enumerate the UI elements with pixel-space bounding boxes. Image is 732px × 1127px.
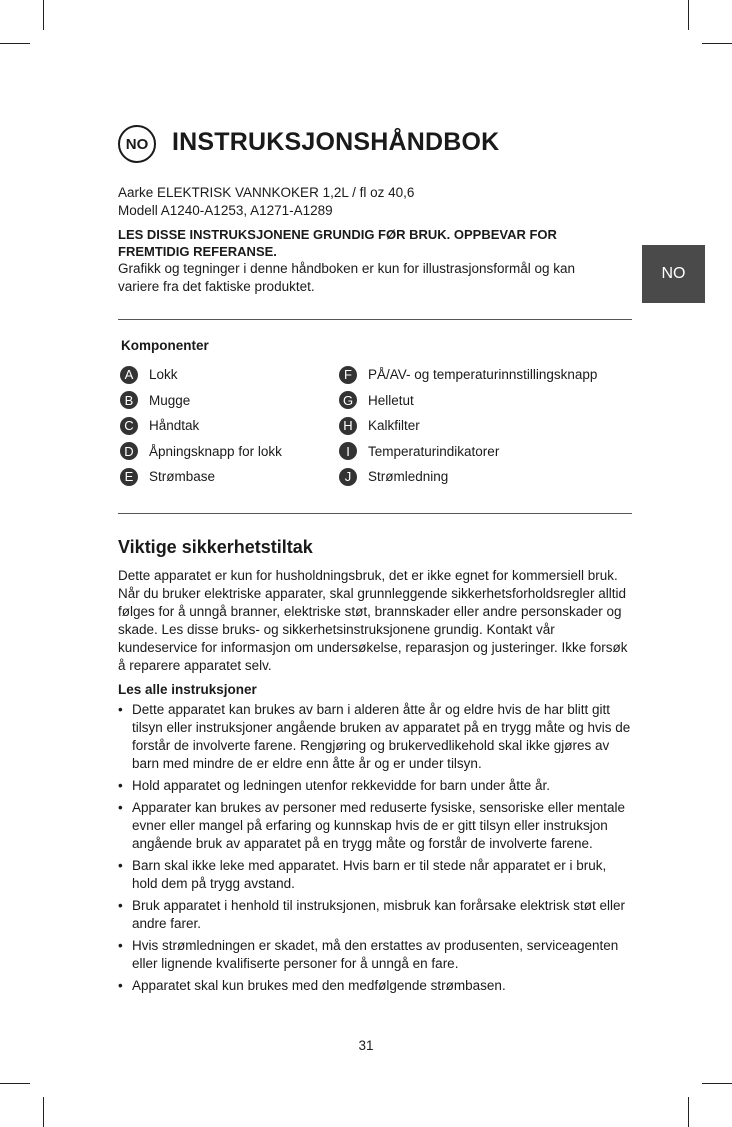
component-item [120,464,282,490]
page-number: 31 [358,1038,374,1053]
list-item [118,701,632,773]
list-item [118,799,632,853]
component-letter: C [120,417,138,435]
language-badge: NO [118,125,156,163]
bullet-icon: • [118,898,123,913]
divider [118,513,632,514]
list-item-text: Barn skal ikke leke med apparatet. Hvis barn er til stede når apparatet er i bruk, hold dem på trygg avstand. [132,858,607,891]
crop-mark [0,43,30,44]
component-letter: F [339,366,357,384]
component-label: Strømledning [368,469,449,485]
bullet-icon: • [118,702,123,717]
bullet-icon: • [118,938,123,953]
component-letter: J [339,468,357,486]
component-label: Åpningsknapp for lokk [149,443,282,459]
instructions-subheading: Les alle instruksjoner [118,682,257,697]
list-item-text: Dette apparatet kan brukes av barn i alderen åtte år og eldre hvis de har blitt gitt tilsyn eller instruksjoner angående bruken av apparatet på en trygg måte og hvis de forstår de involverte farene. Rengjøring og brukervedlikehold skal ikke gjøres av barn med mindre de er eldre enn åtte år og er under tilsyn. [132,702,631,771]
component-label: Mugge [149,392,191,408]
component-letter: H [339,417,357,435]
safety-intro: Dette apparatet er kun for husholdningsbruk, det er ikke egnet for kommersiell bruk. Når du bruker elektriske apparater, skal grunnleggende sikkerhetsforholdsregler alltid følges for å unngå branner, elektriske støt, brannskader eller andre personskader og skade. Les disse bruks- og sikkerhetsinstruksjonene grundig. Kontakt vår kundeservice for informasjon om undersøkelse, reparasjon og justeringer. Ikke forsøk å reparere apparatet selv. [118,568,628,673]
language-side-tab: NO [642,245,705,303]
component-letter: D [120,442,138,460]
component-label: Strømbase [149,469,216,485]
page-title: INSTRUKSJONSHÅNDBOK [172,128,500,156]
component-item [339,439,597,465]
list-item-text: Apparater kan brukes av personer med reduserte fysiske, sensoriske eller mentale evner eller mangel på erfaring og kunnskap hvis de er gitt tilsyn eller instruksjon angående bruk av apparatet på en trygg måte og forstår de involverte farene. [132,800,625,851]
list-item [118,777,632,795]
bullet-icon: • [118,858,123,873]
crop-mark [702,43,732,44]
crop-mark [688,1097,689,1127]
components-list-right [339,362,597,490]
components-heading: Komponenter [121,338,209,353]
components-list-left [120,362,282,490]
component-item [120,439,282,465]
list-item-text: Hvis strømledningen er skadet, må den erstattes av produsenten, serviceagenten eller lignende kvalifiserte personer for å unngå en fare. [132,938,619,971]
component-label: Lokk [149,367,178,383]
bullet-icon: • [118,800,123,815]
list-item-text: Apparatet skal kun brukes med den medfølgende strømbasen. [132,978,506,993]
safety-bullet-list [118,701,632,995]
intro-section [118,184,618,296]
list-item-text: Bruk apparatet i henhold til instruksjonen, misbruk kan forårsake elektrisk støt eller andre farer. [132,898,625,931]
bullet-icon: • [118,978,123,993]
component-letter: A [120,366,138,384]
component-label: Helletut [368,392,414,408]
component-item [339,362,597,388]
component-letter: I [339,442,357,460]
crop-mark [0,1083,30,1084]
component-letter: E [120,468,138,486]
illustration-disclaimer: Grafikk og tegninger i denne håndboken er kun for illustrasjonsformål og kan variere fra det faktiske produktet. [118,261,576,294]
list-item-text: Hold apparatet og ledningen utenfor rekkevidde for barn under åtte år. [132,778,551,793]
list-item [118,977,632,995]
list-item [118,897,632,933]
crop-mark [43,0,44,30]
component-letter: B [120,391,138,409]
product-name: Aarke ELEKTRISK VANNKOKER 1,2L / fl oz 40,6 [118,185,415,200]
component-letter: G [339,391,357,409]
component-item [339,464,597,490]
component-label: Håndtak [149,418,200,434]
list-item [118,857,632,893]
safety-heading: Viktige sikkerhetstiltak [118,537,313,557]
component-item [120,388,282,414]
component-item [120,362,282,388]
crop-mark [43,1097,44,1127]
component-label: PÅ/AV- og temperaturinnstillingsknapp [368,367,598,383]
divider [118,319,632,320]
component-item [339,388,597,414]
read-instructions-warning: LES DISSE INSTRUKSJONENE GRUNDIG FØR BRUK. OPPBEVAR FOR FREMTIDIG REFERANSE. [118,227,557,259]
safety-section [118,537,632,999]
component-item [339,413,597,439]
crop-mark [702,1083,732,1084]
bullet-icon: • [118,778,123,793]
component-label: Temperaturindikatorer [368,443,500,459]
component-item [120,413,282,439]
model-number: Modell A1240-A1253, A1271-A1289 [118,203,333,218]
component-label: Kalkfilter [368,418,420,434]
list-item [118,937,632,973]
crop-mark [688,0,689,30]
